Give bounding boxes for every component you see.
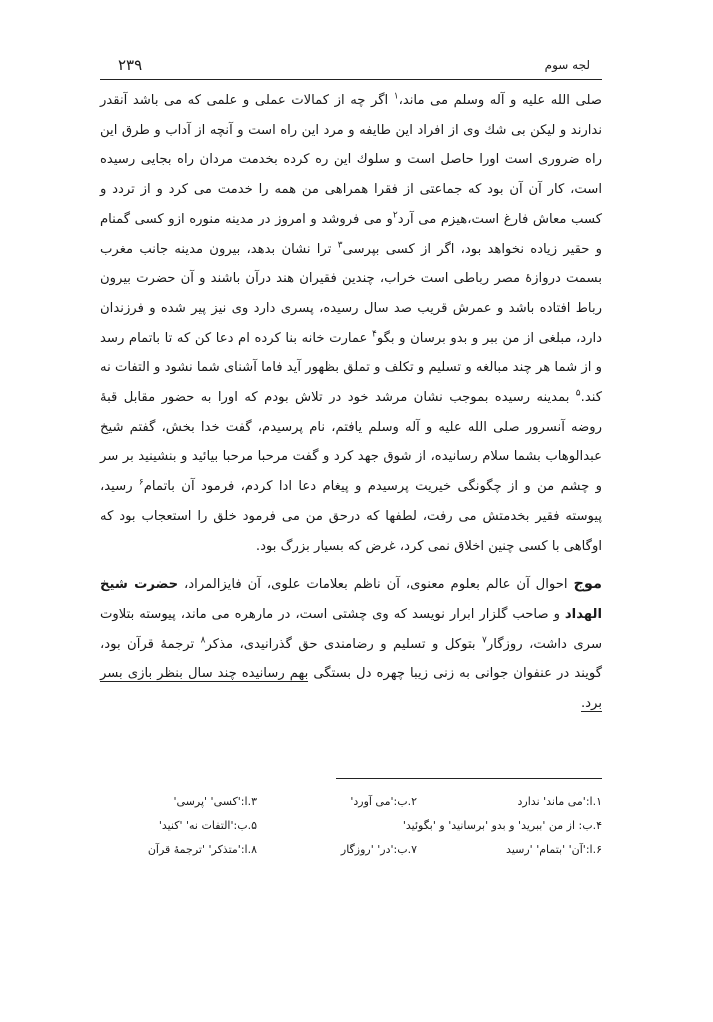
body-text — [100, 86, 602, 719]
footnote: ۶.ا:'آن' 'بتمام' 'رسید — [506, 842, 602, 856]
text-run: رسید، پیوسته فقیر بخدمتش می رفت، لطفها که درحق من می فرمود خلق را استعجاب بود که اوگاهی با کسی چنین اخلاق نمی کرد، غرض که بسیار بزرگ بود. — [100, 479, 602, 554]
text-run: ترا نشان بدهد، بیرون مدینه جانب مغرب بسمت دروازۀ مصر رباطی است خراب، چندین فقیران هند درآن باشند و آن حضرت بیرون رباط افتاده باشد و عمرش قریب صد سال رسیده، پسری دارد وی نیز پیر شده و فرزندان دارد، مبلغی از من ببر و بدو برسان و بگو — [100, 241, 602, 346]
text-run: بتوکل و تسلیم و رضامندی حق گذرانیدی، مذکر — [205, 636, 483, 652]
page-number: ۲۳۹ — [118, 56, 143, 74]
page-header — [118, 56, 590, 78]
footnote: ۷.ب:'در' 'روزگار — [340, 842, 417, 856]
footnote: ۴.ب: از من 'ببرید' و بدو 'برسانید' و 'بگوئید' — [402, 818, 602, 832]
text-run: بمدینه رسیده بموجب نشان مرشد خود در تلاش بودم که اورا به حضور مقابل قبۀ روضه آنسرور صلی الله علیه و آله وسلم یافتم، نام پرسیدم، گفت خدا بخش، گفتم شیخ عبدالوهاب بشما سلام رسانیده، از شوق جهد کرد و گفت مرحبا مرحبا بیائید و بنشینید بر سر و چشم من و از چگونگی خیریت پرسیدم و پیغام دعا ادا کردم، فرمود آن باتمام — [100, 390, 602, 495]
footnote-marker: ۶ — [138, 477, 144, 488]
section-keyword: موج — [573, 576, 602, 593]
paragraph — [100, 570, 602, 719]
paragraph — [100, 86, 602, 561]
footnote-row — [100, 813, 602, 837]
footnote: ۱.ا:'می ماند' ندارد — [517, 794, 602, 808]
text-run: ترجمۀ قرآن بود، گویند در عنفوان جوانی به زنی زیبا چهره دل بستگی — [100, 636, 602, 682]
footnote-marker: ۱ — [393, 91, 399, 102]
footnote: ۲.ب:'می آورد' — [350, 794, 417, 808]
footnote: ۸.ا:'متذکر' 'ترجمۀ قرآن — [147, 842, 257, 856]
header-rule — [100, 79, 602, 80]
footnote-marker: ۷ — [482, 635, 487, 646]
footnotes — [100, 789, 602, 861]
running-head: لجه سوم — [544, 58, 590, 72]
underlined-text: بهم رسانیده چند سال بنظر بازی بسر برد. — [100, 666, 602, 712]
text-run: و صاحب گلزار ابرار نویسد که وی چشتی است، در مارهره می ماند، پیوسته بتلاوت سری داشت، روزگار — [100, 606, 602, 652]
text-run: اگر چه از کمالات عملی و علمی که می باشد آنقدر ندارند و لیکن بی شك وی از افراد این طایفه و مرد این راه است و آنچه از آداب و طرق این راه ضروری است اورا حاصل است و سلوك این ره کرده بخدمت مردان راه بجایی رسیده است، کار آن آن بود که جماعتی از فقرا همراهی من همه را خدمت می کرد و از تردد و کسب معاش فارغ است،هیزم می آرد — [100, 93, 603, 227]
bold-name: حضرت شیخ الهداد — [100, 577, 602, 622]
footnote: ۵.ب:'التفات نه' 'کنید' — [158, 818, 257, 832]
footnote-marker: ۲ — [392, 210, 398, 221]
text-run: و می فروشد و امروز در مدینه منوره ازو کسی گمنام و حقیر زیاده نخواهد بود، اگر از کسی بپرسی — [100, 211, 602, 257]
text-run: احوال آن عالم بعلوم معنوی، آن ناظم بعلامات علوی، آن فایزالمراد، — [178, 577, 574, 593]
footnote-rule — [336, 778, 602, 779]
footnote-marker: ۴ — [371, 329, 377, 340]
text-run: عمارت خانه بنا کرده ام دعا کن که تا باتمام رسد و از شما هر چند مبالغه و تسلیم و تکلف و تملق بظهور آید فاما آشنای شما نشود و التفات نه کند. — [100, 330, 602, 406]
footnote-marker: ۵ — [575, 388, 581, 399]
footnote-row — [100, 837, 602, 861]
text-run: صلی الله علیه و آله وسلم می ماند، — [398, 93, 603, 108]
footnote: ۳.ا:'کسی' 'پرسی' — [173, 794, 257, 808]
footnote-marker: ۳ — [337, 240, 343, 251]
footnote-row — [100, 789, 602, 813]
footnote-marker: ۸ — [200, 635, 206, 646]
